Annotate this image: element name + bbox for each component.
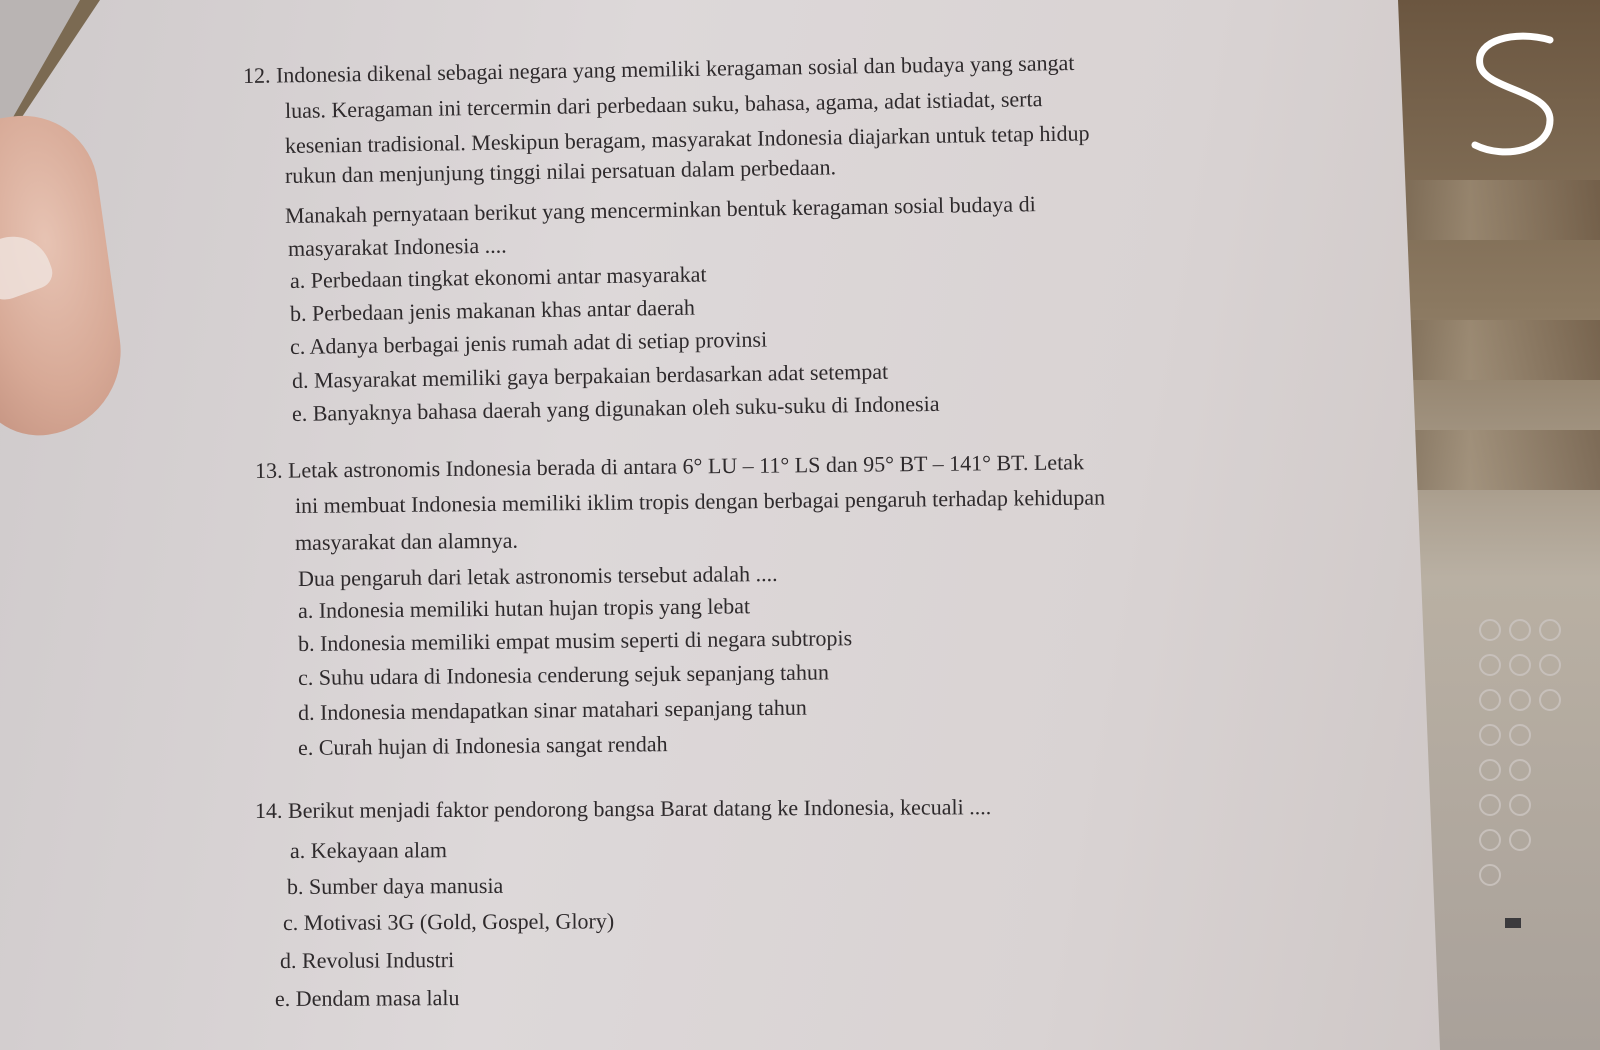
answer-option-e[interactable]: e. Curah hujan di Indonesia sangat rendah bbox=[297, 731, 668, 760]
question-stem-line: masyarakat Indonesia .... bbox=[287, 232, 507, 261]
answer-option-c[interactable]: c. Motivasi 3G (Gold, Gospel, Glory) bbox=[282, 908, 615, 935]
question-stem-line: luas. Keragaman ini tercermin dari perbedaan suku, bahasa, agama, adat istiadat, serta bbox=[284, 86, 1043, 123]
question-stem-line: masyarakat dan alamnya. bbox=[294, 527, 519, 555]
answer-option-e[interactable]: e. Banyaknya bahasa daerah yang digunakan oleh suku-suku di Indonesia bbox=[291, 390, 940, 426]
answer-option-d[interactable]: d. Revolusi Industri bbox=[279, 947, 455, 973]
question-stem-line: ini membuat Indonesia memiliki iklim tropis dengan berbagai pengaruh terhadap kehidupan bbox=[294, 484, 1106, 518]
answer-option-b[interactable]: b. Perbedaan jenis makanan khas antar daerah bbox=[289, 294, 696, 326]
question-stem-line: Dua pengaruh dari letak astronomis tersebut adalah .... bbox=[297, 560, 778, 591]
answer-option-c[interactable]: c. Adanya berbagai jenis rumah adat di setiap provinsi bbox=[289, 326, 768, 359]
question-stem-line: Manakah pernyataan berikut yang mencerminkan bentuk keragaman sosial budaya di bbox=[284, 191, 1036, 228]
handwritten-mark bbox=[1455, 20, 1565, 170]
answer-option-d[interactable]: d. Indonesia mendapatkan sinar matahari sepanjang tahun bbox=[297, 694, 807, 725]
answer-option-b[interactable]: b. Indonesia memiliki empat musim seperti di negara subtropis bbox=[297, 625, 853, 656]
question-stem-line: rukun dan menjunjung tinggi nilai persatuan dalam perbedaan. bbox=[284, 154, 837, 188]
answer-option-c[interactable]: c. Suhu udara di Indonesia cenderung sejuk sepanjang tahun bbox=[297, 659, 830, 690]
question-stem-line: 14. Berikut menjadi faktor pendorong bangsa Barat datang ke Indonesia, kecuali .... bbox=[254, 794, 992, 823]
question-stem-line: 12. Indonesia dikenal sebagai negara yang memiliki keragaman sosial dan budaya yang sangat bbox=[242, 49, 1075, 88]
answer-option-a[interactable]: a. Kekayaan alam bbox=[289, 837, 448, 863]
answer-option-d[interactable]: d. Masyarakat memiliki gaya berpakaian berdasarkan adat setempat bbox=[291, 358, 889, 393]
question-stem-line: 13. Letak astronomis Indonesia berada di antara 6° LU – 11° LS dan 95° BT – 141° BT. Letak bbox=[254, 449, 1085, 483]
answer-option-b[interactable]: b. Sumber daya manusia bbox=[286, 872, 504, 899]
answer-option-a[interactable]: a. Indonesia memiliki hutan hujan tropis yang lebat bbox=[297, 593, 751, 623]
question-stem-line: kesenian tradisional. Meskipun beragam, masyarakat Indonesia diajarkan untuk tetap hidup bbox=[284, 120, 1090, 158]
answer-option-e[interactable]: e. Dendam masa lalu bbox=[274, 985, 460, 1011]
answer-option-a[interactable]: a. Perbedaan tingkat ekonomi antar masyarakat bbox=[289, 261, 707, 293]
background-dot-pattern bbox=[1450, 600, 1600, 930]
